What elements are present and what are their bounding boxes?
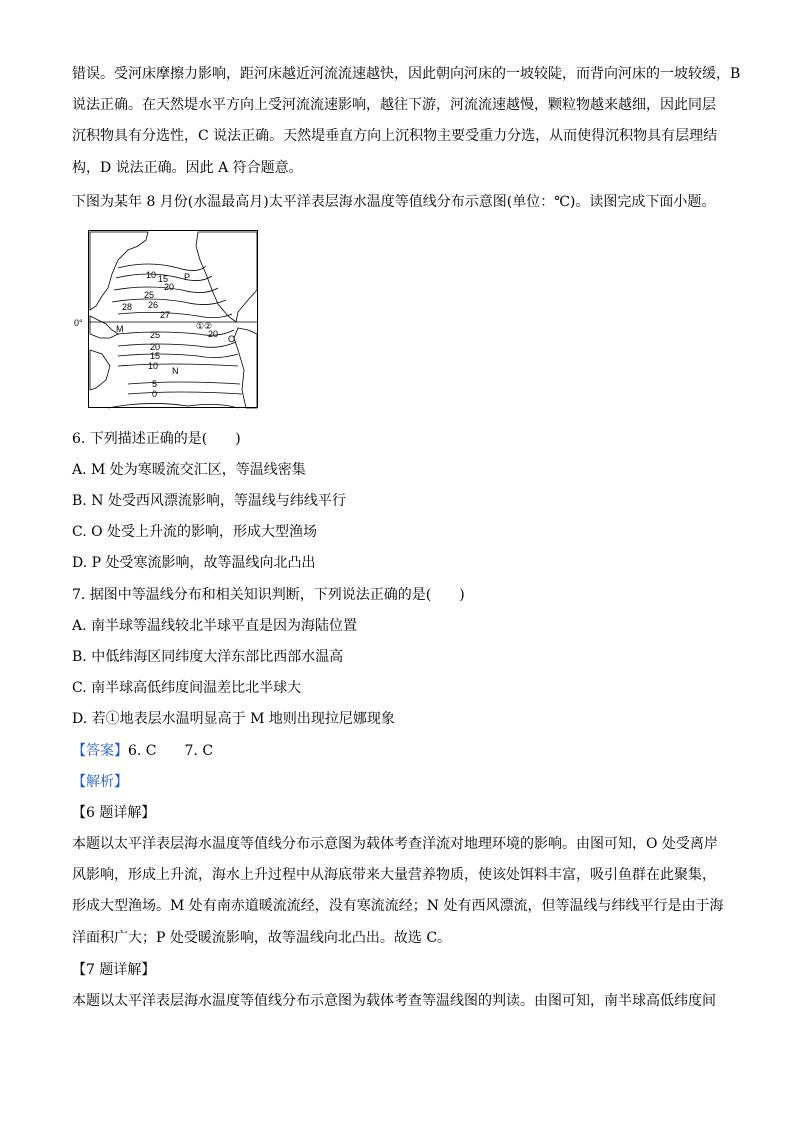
isotherm-label: 15 [158, 274, 169, 284]
isotherm-label: 25 [144, 290, 155, 300]
q7-option-a: A. 南半球等温线较北半球平直是因为海陆位置 [72, 618, 358, 634]
answer-q6: 6. C [128, 743, 157, 759]
isotherm-label: ② [204, 321, 213, 331]
point-n-label: N [172, 366, 179, 376]
isotherm-label: 20 [208, 329, 219, 339]
point-o-label: O [228, 334, 236, 344]
intro-line: 沉积物具有分选性，C 说法正确。天然堤垂直方向上沉积物主要受重力分选，从而使得沉积物具有层理结 [72, 128, 718, 145]
answer-label: 【答案】 [72, 743, 128, 759]
analysis-label: 【解析】 [72, 774, 128, 790]
q7-option-b: B. 中低纬海区同纬度大洋东部比西部水温高 [72, 649, 344, 665]
isotherm-label: 26 [148, 300, 159, 310]
intro-line: 构，D 说法正确。因此 A 符合题意。 [72, 159, 303, 176]
detail6-title: 【6 题详解】 [72, 805, 156, 821]
q6-option-c: C. O 处受上升流的影响，形成大型渔场 [72, 524, 318, 540]
answer-line [72, 736, 732, 767]
q7-stem: 7. 据图中等温线分布和相关知识判断，下列说法正确的是( ) [72, 587, 465, 603]
isotherm-label: 20 [150, 342, 161, 352]
q7-option-d: D. 若①地表层水温明显高于 M 地则出现拉尼娜现象 [72, 711, 395, 727]
q6-option-b: B. N 处受西风漂流影响，等温线与纬线平行 [72, 493, 346, 509]
intro-line: 说法正确。在天然堤水平方向上受河流流速影响，越往下游，河流流速越慢，颗粒物越来越细，因此同层 [72, 97, 716, 114]
isotherm-label: 10 [148, 361, 159, 371]
point-m-label: M [116, 324, 124, 334]
isotherm-label: 5 [152, 379, 158, 389]
detail7-title: 【7 题详解】 [72, 962, 156, 978]
q6-option-a: A. M 处为寒暖流交汇区，等温线密集 [72, 462, 306, 478]
detail7-line: 本题以太平洋表层海水温度等值线分布示意图为载体考查等温线图的判读。由图可知，南半球高低纬度间 [72, 993, 716, 1009]
detail6-line: 本题以太平洋表层海水温度等值线分布示意图为载体考查洋流对地理环境的影响。由图可知，O 处受离岸 [72, 836, 718, 852]
detail6-line: 洋面积广大；P 处受暖流影响，故等温线向北凸出。故选 C。 [72, 929, 452, 946]
detail6-line: 风影响，形成上升流，海水上升过程中从海底带来大量营养物质，使该处饵料丰富，吸引鱼群在此聚集， [72, 867, 716, 884]
pacific-isotherm-map [74, 230, 258, 408]
q6-option-d: D. P 处受寒流影响，故等温线向北凸出 [72, 555, 316, 571]
isotherm-label: 28 [122, 302, 133, 312]
isotherm-label: 20 [164, 282, 175, 292]
intro-paragraph [72, 59, 741, 184]
detail6-line: 形成大型渔场。M 处有南赤道暖流流经，没有寒流流经；N 处有西风漂流，但等温线与纬线平行是由于海 [72, 898, 724, 915]
isotherm-label: 25 [150, 330, 161, 340]
isotherm-label: 10 [146, 270, 157, 280]
q7-option-c: C. 南半球高低纬度间温差比北半球大 [72, 680, 302, 696]
q6-stem: 6. 下列描述正确的是( ) [72, 431, 241, 447]
isotherm-label: 27 [160, 310, 171, 320]
isotherm-label: 0 [152, 389, 158, 399]
figure-prompt: 下图为某年 8 月份(水温最高月)太平洋表层海水温度等值线分布示意图(单位：℃)。读图完成下面小题。 [72, 194, 716, 210]
point-p-label: P [184, 272, 191, 282]
equator-label: 0° [74, 318, 83, 328]
answer-q7: 7. C [184, 743, 214, 759]
isotherm-label: ① [196, 321, 205, 331]
detail6-body [72, 829, 732, 954]
isotherm-label: 15 [150, 351, 161, 361]
intro-line: 错误。受河床摩擦力影响，距河床越近河流流速越快，因此朝向河床的一坡较陡，而背向河床的一坡较缓，B [72, 66, 741, 82]
